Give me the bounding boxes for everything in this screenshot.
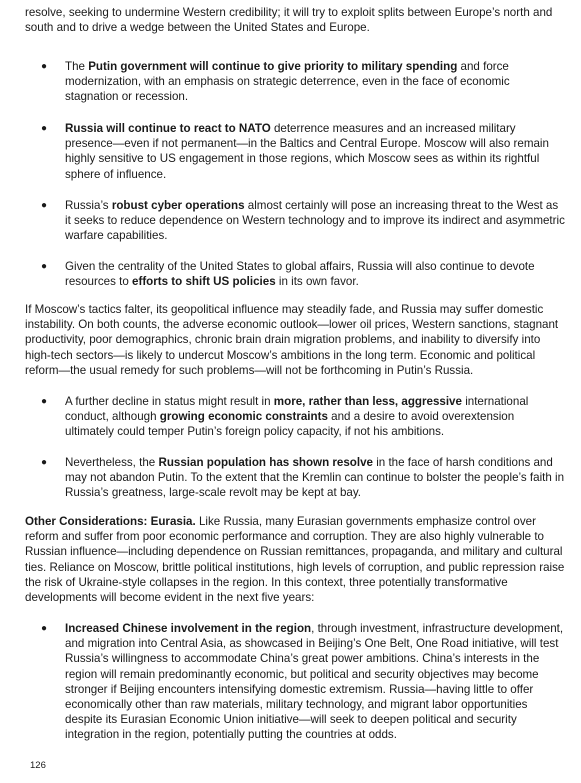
bullet-dot-icon: ● — [41, 623, 48, 634]
bullet-chinese-involvement: ● Increased Chinese involvement in the region, through investment, infrastructure development, and migration into Central Asia, as showcased in Beijing’s One Belt, One Road initiative, will test Russia’s willingness to accommodate China’s great power ambitions. China’s interests in the region will remain predominantly economic, but political and security objectives may become stronger if Beijing encounters intensifying domestic extremism. Russia—having little to offer economically other than raw materials, military technology, and migrant labor opportunities despite its Eurasian Economic Union initiative—will seek to deepen political and security integration in the region, potentially putting the countries at odds. — [41, 622, 564, 742]
paragraph-moscow-tactics: If Moscow’s tactics falter, its geopolitical influence may steadily fade, and Russia may suffer domestic instability. On both counts, the adverse economic outlook—lower oil prices, Western sanctions, stagnant productivity, poor demographics, chronic brain drain migration problems, and inability to diversify into high-tech sectors—is likely to undercut Moscow’s ambitions in the long term. Economic and political reform—the usual remedy for such problems—will not be forthcoming in Putin’s Russia. — [25, 303, 559, 377]
bullet-dot-icon: ● — [41, 396, 48, 407]
page-number: 126 — [30, 760, 46, 771]
bullet-russia-nato: ● Russia will continue to react to NATO deterrence measures and an increased military presence—even if not permanent—in the Baltics and Central Europe. Moscow will also remain highly sensitive to US engagement in those regions, which Moscow sees as within its rightful sphere of influence. — [41, 122, 549, 181]
bullet-dot-icon: ● — [41, 61, 48, 72]
paragraph-intro-continued: resolve, seeking to undermine Western credibility; it will try to exploit splits between Europe’s north and south and to drive a wedge between the United States and Europe. — [25, 6, 553, 35]
bullet-dot-icon: ● — [41, 200, 48, 211]
bullet-putin-military-spending: ● The Putin government will continue to give priority to military spending and force modernization, with an emphasis on strategic deterrence, even in the face of economic stagnation or recession. — [41, 60, 510, 104]
paragraph-eurasia: Other Considerations: Eurasia. Like Russia, many Eurasian governments emphasize control over reform and suffer from poor economic performance and corruption. They are also highly vulnerable to Russian influence—including dependence on Russian remittances, propaganda, and military and cultural ties. Reliance on Moscow, brittle political institutions, high levels of corruption, and public repression raise the risk of Ukraine-style collapses in the region. In this context, three potentially transformative developments will become evident in the next five years: — [25, 515, 565, 605]
bullet-dot-icon: ● — [41, 123, 48, 134]
bullet-russian-population: ● Nevertheless, the Russian population has shown resolve in the face of harsh conditions and may not abandon Putin. To the extent that the Kremlin can continue to bolster the people’s faith in Russia’s greatness, large-scale revolt may be kept at bay. — [41, 456, 565, 500]
bullet-decline-in-status: ● A further decline in status might result in more, rather than less, aggressive international conduct, although growing economic constraints and a desire to avoid overextension ultimately could temper Putin’s foreign policy capacity, if not his ambitions. — [41, 395, 529, 439]
bullet-dot-icon: ● — [41, 457, 48, 468]
bullet-cyber-operations: ● Russia’s robust cyber operations almost certainly will pose an increasing threat to the West as it seeks to reduce dependence on Western technology and to improve its indirect and asymmetric warfare capabilities. — [41, 199, 565, 243]
bullet-shift-us-policies: ● Given the centrality of the United States to global affairs, Russia will also continue to devote resources to efforts to shift US policies in its own favor. — [41, 260, 535, 289]
bullet-dot-icon: ● — [41, 261, 48, 272]
